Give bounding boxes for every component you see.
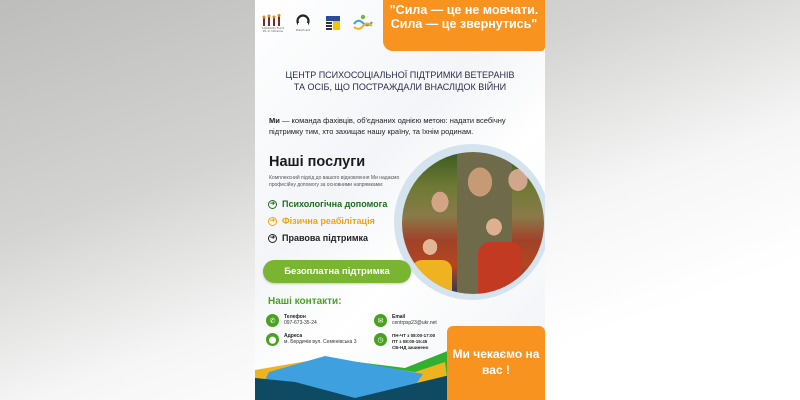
arrow-right-icon: ➜	[269, 218, 276, 224]
intro-text	[269, 116, 535, 137]
service-label: Фізична реабілітація	[282, 216, 375, 226]
service-label: Правова підтримка	[282, 233, 369, 243]
page-title: ЦЕНТР ПСИХОСОЦІАЛЬНОЇ ПІДТРИМКИ ВЕТЕРАНІВ ТА ОСІБ, ЩО ПОСТРАЖДАЛИ ВНАСЛІДОК ВІЙНИ	[285, 70, 515, 92]
poster	[255, 0, 545, 400]
email-value[interactable]: centrpsp23@ukr.net	[392, 320, 437, 326]
contact-hours	[374, 333, 435, 351]
location-pin-icon: ⬤	[266, 333, 279, 346]
hours-line: СБ-НД зачинено	[392, 345, 429, 350]
service-item-legal	[268, 233, 368, 243]
family-photo	[402, 152, 544, 294]
contact-phone	[266, 314, 317, 327]
ukraine-partner-logo	[321, 10, 345, 36]
address-label: Адреса	[284, 333, 303, 339]
arrow-right-icon: ➜	[269, 235, 276, 241]
partner-logos	[261, 8, 381, 38]
phone-icon: ✆	[266, 314, 279, 327]
service-item-psychological	[268, 199, 387, 209]
photo-shape	[412, 260, 452, 294]
center-logo	[351, 10, 375, 36]
polish-aid-logo: Polish aid	[291, 10, 315, 36]
intro-bold: Ми	[269, 116, 280, 125]
phone-label: Телефон	[284, 314, 306, 320]
mail-icon: ✉	[374, 314, 387, 327]
contact-email	[374, 314, 437, 327]
services-title: Наші послуги	[269, 154, 366, 170]
contacts-title: Наші контакти:	[268, 296, 342, 307]
hours-line: ПН-ЧТ з 08:00-17:00	[392, 333, 436, 338]
intro-body: — команда фахівців, об'єднаних однією метою: надати всебічну підтримку тим, хто захищає нашу країну, та їхнім родинам.	[269, 116, 506, 136]
contact-address	[266, 333, 356, 346]
clock-icon: ◷	[374, 333, 387, 346]
email-label: Email	[392, 314, 406, 320]
arrow-right-icon: ➜	[269, 201, 276, 207]
hours-line: ПТ з 08:00-15:45	[392, 339, 428, 344]
photo-shape	[478, 242, 522, 294]
welcome-banner: Ми чекаємо на вас !	[447, 326, 545, 400]
services-subtitle: Комплексний підхід до вашого відновлення Ми надаємо професійну допомогу за основними напрямками:	[269, 175, 400, 188]
service-label: Психологічна допомога	[282, 199, 388, 209]
slogan-banner: "Сила — це не мовчати. Сила — це звернутись"	[383, 0, 545, 51]
solidarity-fund-logo: Solidarity Fund PL in Ukraine	[261, 10, 285, 36]
phone-value[interactable]: 097-673-35-24	[284, 320, 317, 326]
free-support-button[interactable]: Безоплатна підтримка	[263, 260, 411, 283]
decorative-shapes	[255, 350, 450, 400]
service-item-rehabilitation	[268, 216, 375, 226]
address-value: м. Бердичів вул. Семенівська 3	[284, 339, 357, 345]
